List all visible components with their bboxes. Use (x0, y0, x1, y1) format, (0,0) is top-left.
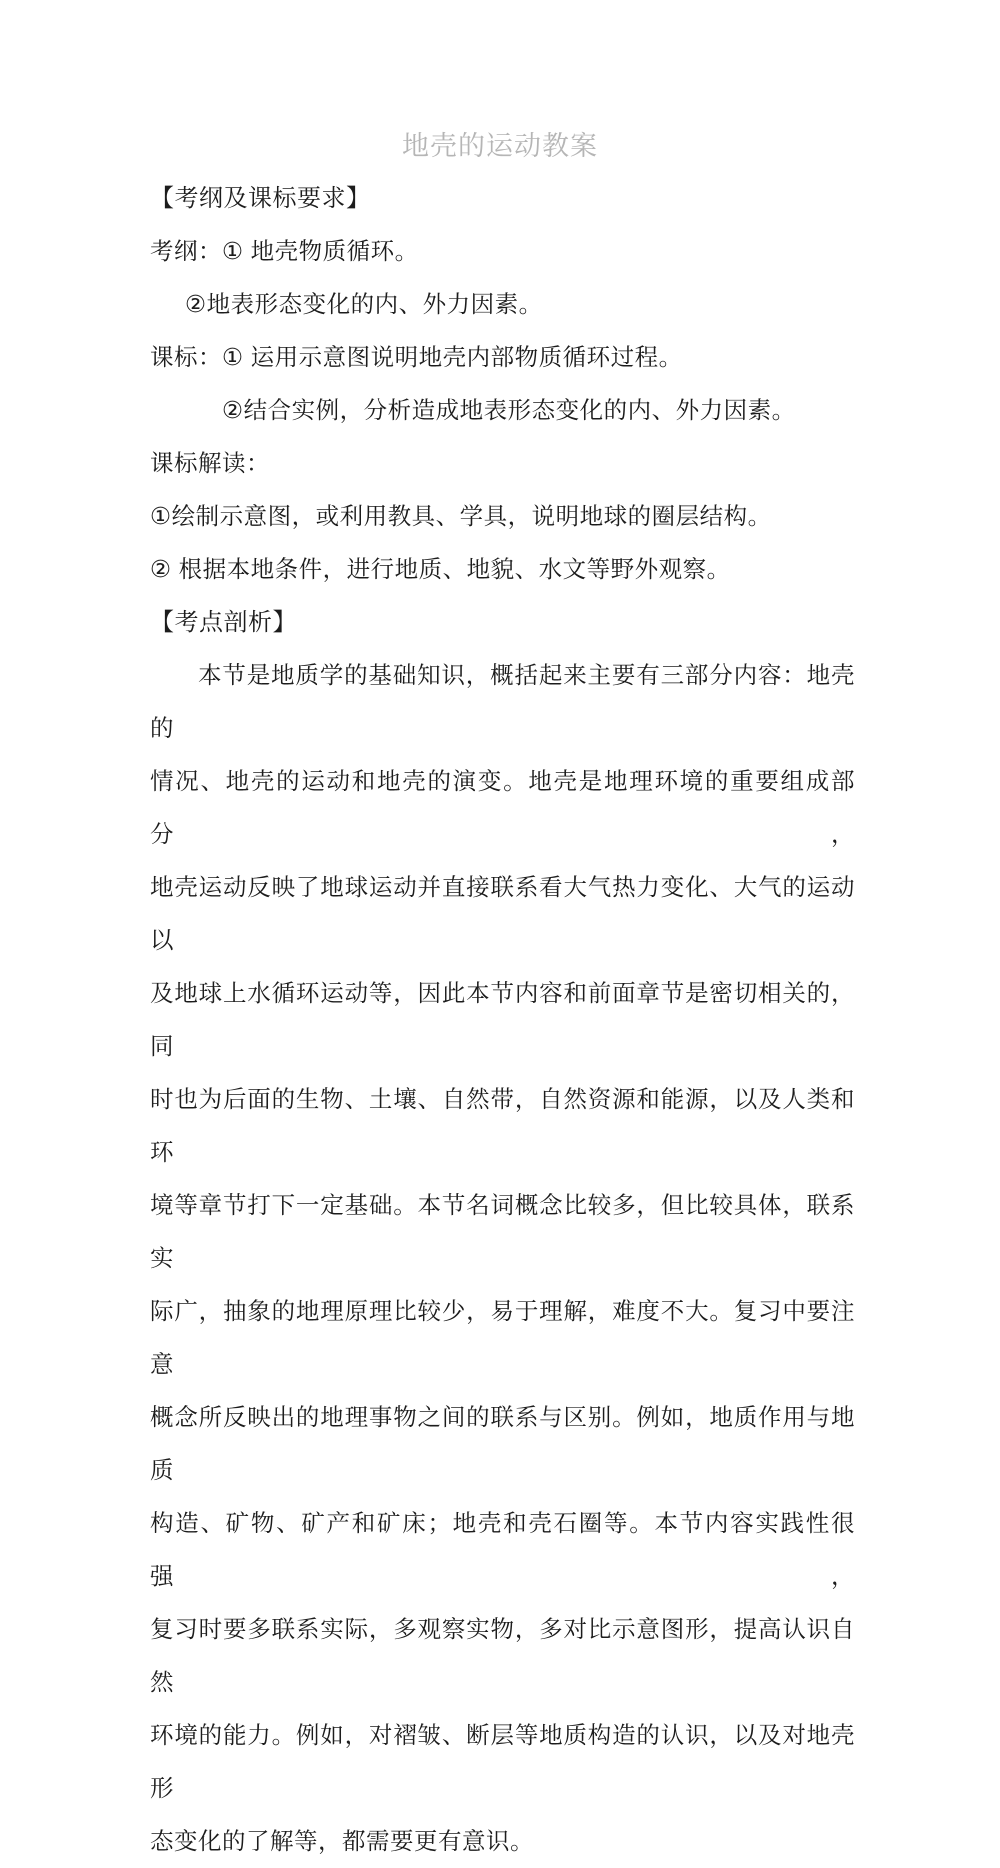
standard-interpretation-item-1: ①绘制示意图，或利用教具、学具，说明地球的圈层结构。 (150, 503, 772, 529)
paragraph-line: 复习时要多联系实际，多观察实物，多对比示意图形，提高认识自然 (150, 1616, 855, 1695)
paragraph-line: 本节是地质学的基础知识，概括起来主要有三部分内容：地壳的 (150, 662, 855, 741)
standard-interpretation-heading: 课标解读： (150, 450, 270, 476)
paragraph-line: 概念所反映出的地理事物之间的联系与区别。例如，地质作用与地质 (150, 1404, 855, 1483)
exam-outline-item-2: ②地表形态变化的内、外力因素。 (185, 291, 543, 317)
paragraph-line: 态变化的了解等，都需要更有意识。 (150, 1828, 534, 1854)
standard-interpretation-item-2: ② 根据本地条件，进行地质、地貌、水文等野外观察。 (150, 556, 731, 582)
paragraph-line: 构造、矿物、矿产和矿床；地壳和壳石圈等。本节内容实践性很强， (150, 1510, 855, 1589)
curriculum-standard-item-1: 课标：① 运用示意图说明地壳内部物质循环过程。 (150, 344, 683, 370)
section-heading-exam-point-analysis: 【考点剖析】 (150, 609, 297, 636)
paragraph-line: 际广，抽象的地理原理比较少，易于理解，难度不大。复习中要注意 (150, 1298, 855, 1377)
page-title: 地壳的运动教案 (402, 131, 598, 161)
section-heading-exam-requirements: 【考纲及课标要求】 (150, 185, 371, 212)
paragraph-line: 时也为后面的生物、土壤、自然带，自然资源和能源，以及人类和环 (150, 1086, 855, 1165)
analysis-paragraph (150, 649, 855, 1868)
exam-outline-item-1: 考纲：① 地壳物质循环。 (150, 238, 419, 264)
paragraph-line: 情况、地壳的运动和地壳的演变。地壳是地理环境的重要组成部分， (150, 768, 855, 847)
paragraph-line: 及地球上水循环运动等，因此本节内容和前面章节是密切相关的，同 (150, 980, 855, 1059)
paragraph-line: 环境的能力。例如，对褶皱、断层等地质构造的认识，以及对地壳形 (150, 1722, 855, 1801)
curriculum-standard-item-2: ②结合实例，分析造成地表形态变化的内、外力因素。 (222, 397, 796, 423)
document-body (150, 172, 855, 1868)
paragraph-line: 境等章节打下一定基础。本节名词概念比较多，但比较具体，联系实 (150, 1192, 855, 1271)
paragraph-line: 地壳运动反映了地球运动并直接联系看大气热力变化、大气的运动以 (150, 874, 855, 953)
